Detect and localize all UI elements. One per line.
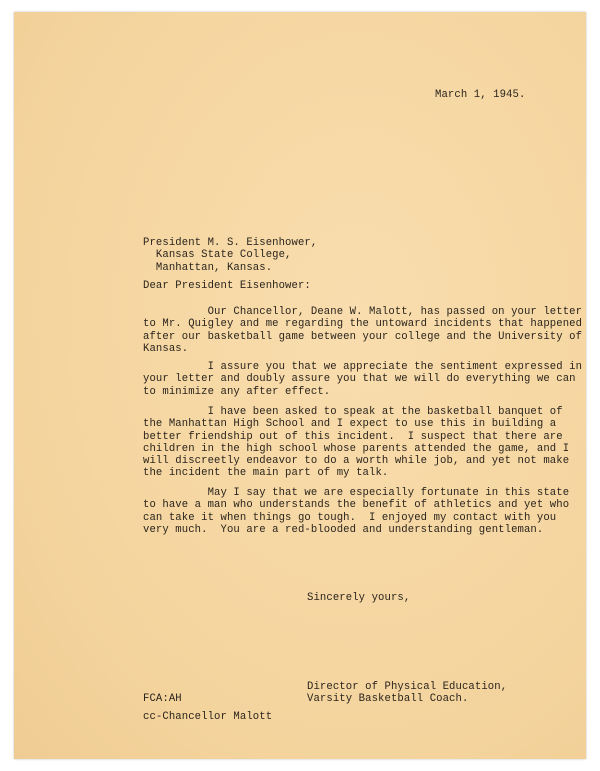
paragraph-3: I have been asked to speak at the basketball banquet of the Manhattan High School and I expect to use this in building a better friendship out of this incident. I suspect that there are children in the high school whose parents attended the game, and I will discreetly endeavor to do a worth while job, and yet not make the incident the main part of my talk.: [143, 406, 570, 480]
letter-page: [14, 12, 586, 759]
paragraph-4: May I say that we are especially fortunate in this state to have a man who understands the benefit of athletics and yet who can take it when things go tough. I enjoyed my contact with you very much. You are a red-blooded and understanding gentleman.: [143, 487, 570, 536]
salutation: Dear President Eisenhower:: [143, 280, 311, 292]
paragraph-2: I assure you that we appreciate the sentiment expressed in your letter and doubly assure you that we will do everything we can to minimize any after effect.: [143, 361, 583, 398]
letter-date: March 1, 1945.: [435, 89, 526, 101]
initials: FCA:AH: [143, 693, 182, 705]
closing: Sincerely yours,: [307, 592, 411, 604]
signature-block: Director of Physical Education, Varsity Basketball Coach.: [307, 681, 508, 706]
paragraph-1: Our Chancellor, Deane W. Malott, has passed on your letter to Mr. Quigley and me regarding the untoward incidents that happened after our basketball game between your college and the University of Kansas.: [143, 306, 583, 355]
carbon-copy: cc-Chancellor Malott: [143, 711, 273, 723]
recipient-address: President M. S. Eisenhower, Kansas State College, Manhattan, Kansas.: [143, 237, 318, 274]
